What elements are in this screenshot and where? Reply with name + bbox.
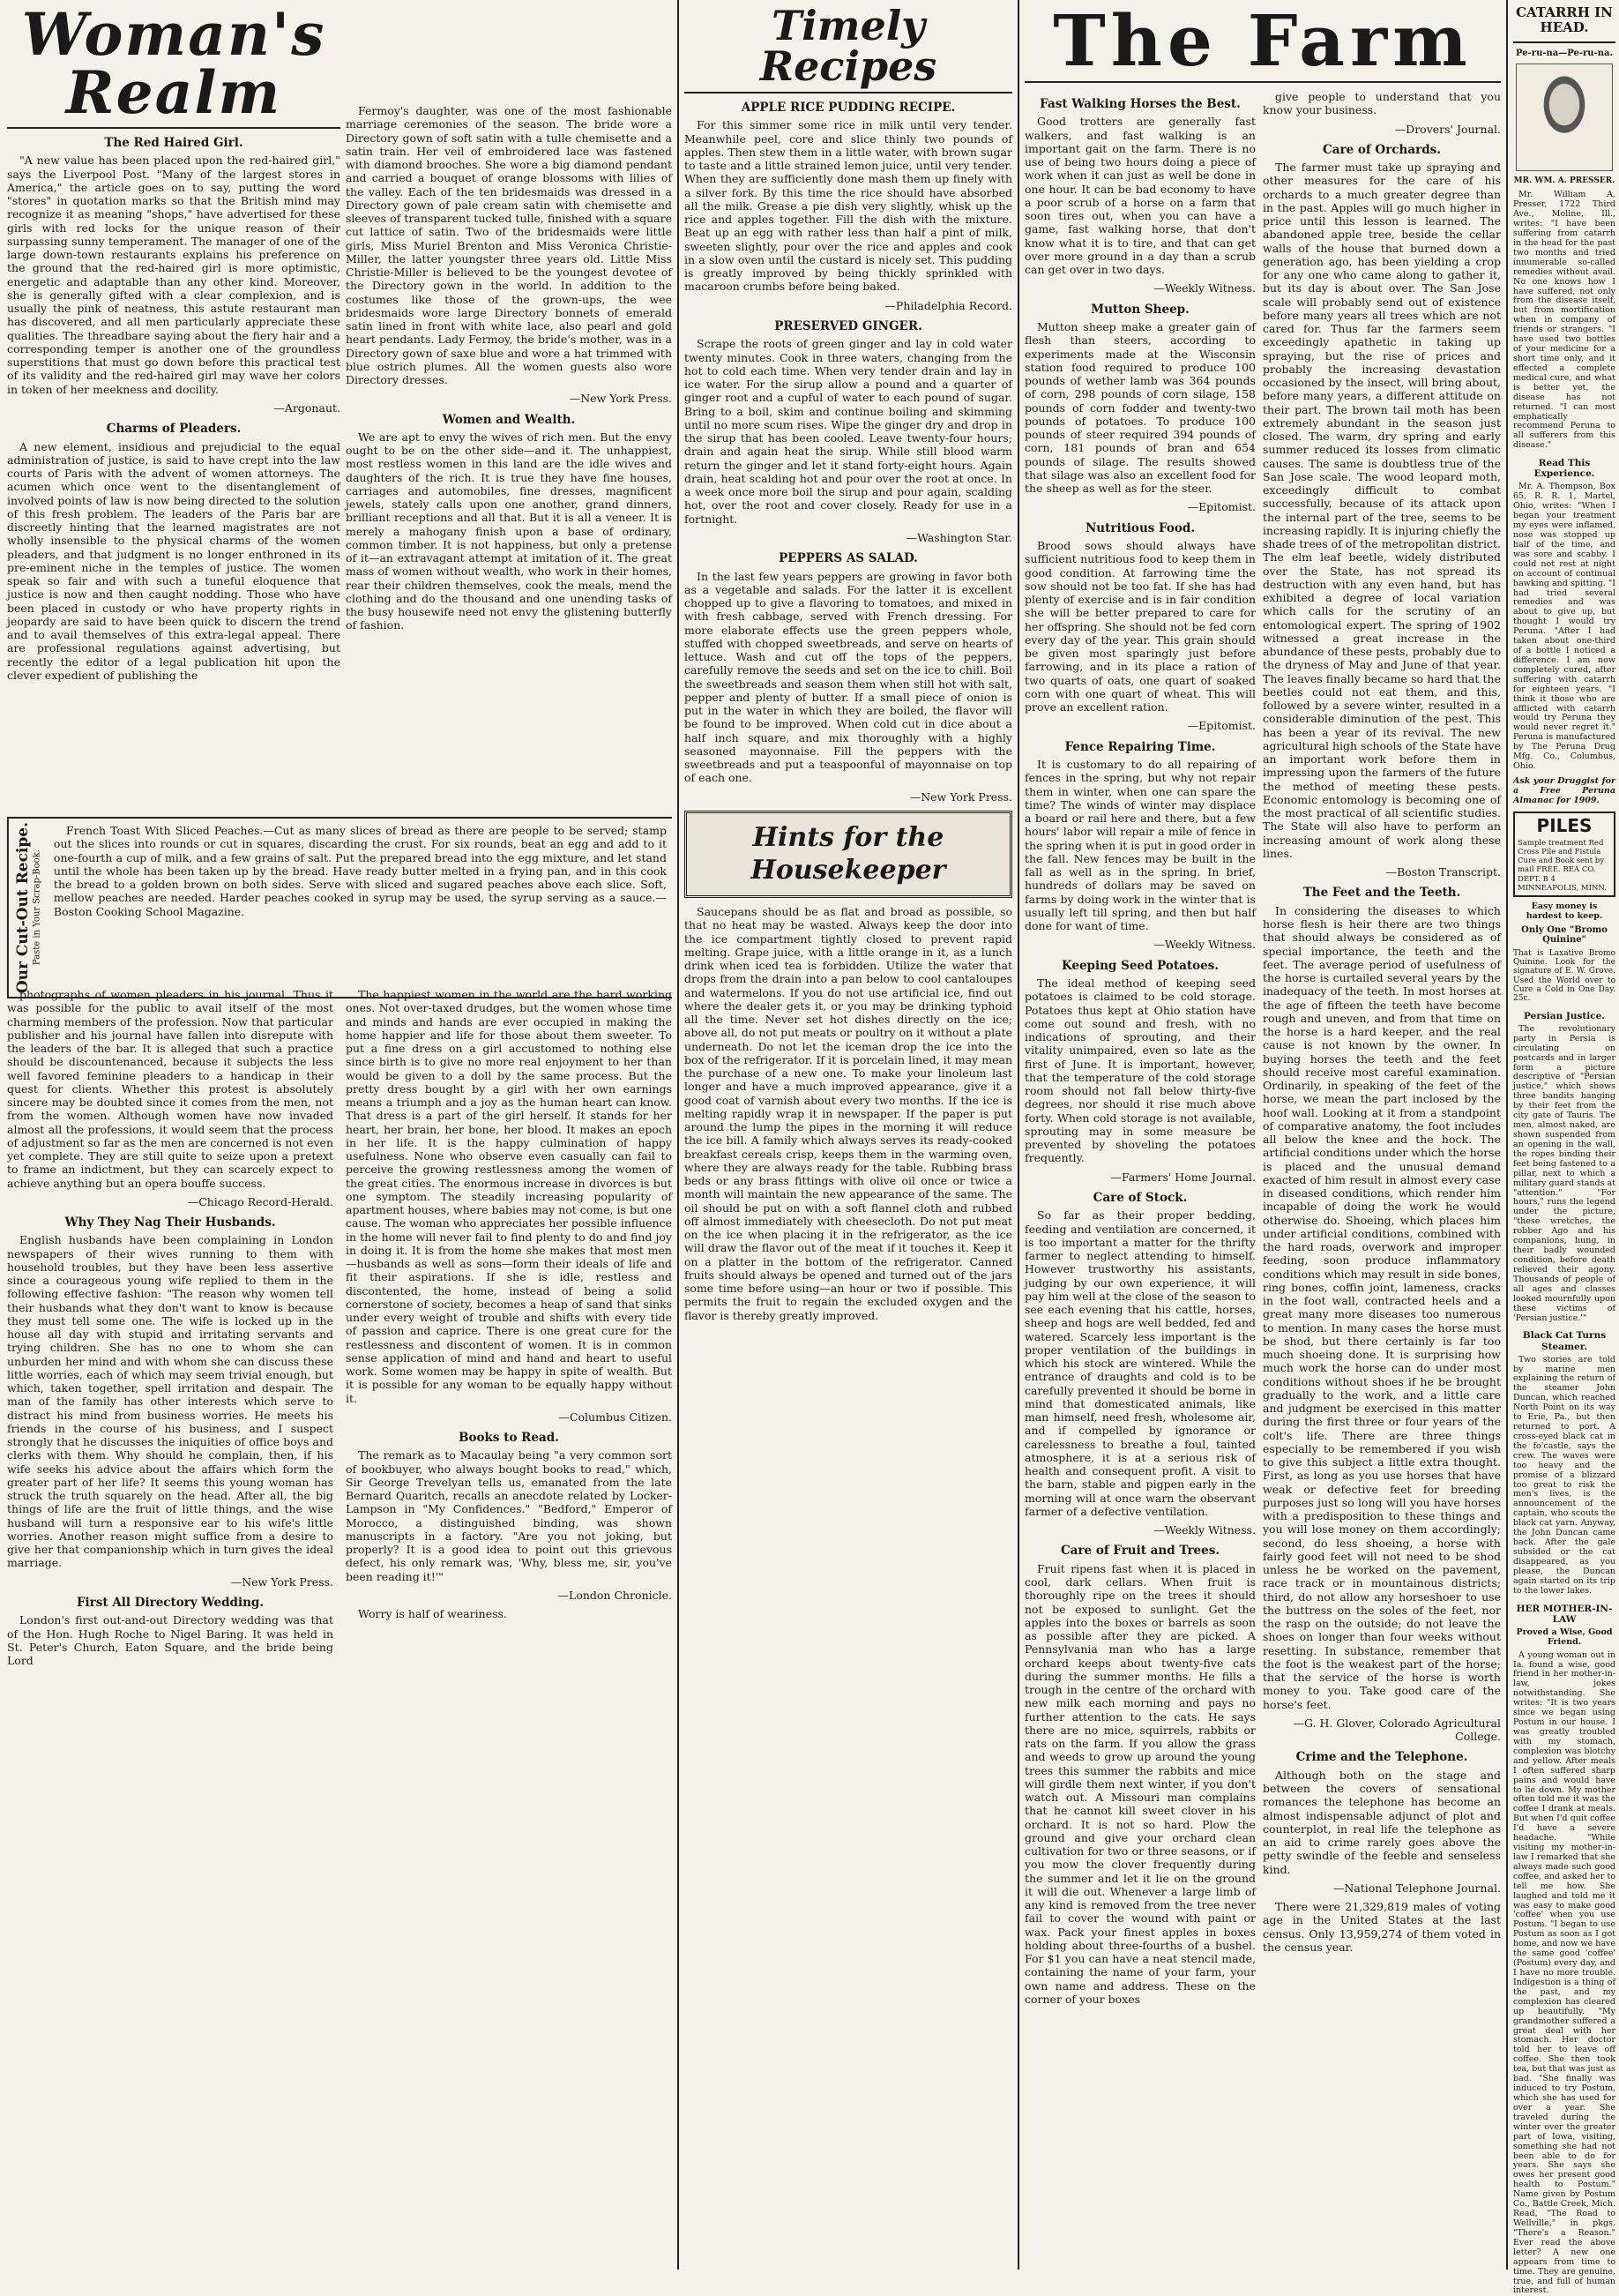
easy-money: Easy money is hardest to keep. — [1526, 901, 1603, 921]
books-text: The remark as to Macaulay being "a very common sort of bookbuyer, who always bought books to read," which, Sir George Trevelyan tells us, emanated from the late Bernard Quaritch, recalls an anecdote related by Locker-Lampson in "My Confidences." "Bedford," Emperor of Morocco, a distinguished binding, was shown manuscripts in a factory. "Are you not joking, but properly? It is a good idea to point out this grievous defect, his only remark was, 'Why, bless me, sir, you've been reading it!'" — [346, 1448, 672, 1583]
fermoy-text: Fermoy's daughter, was one of the most fashionable marriage ceremonies of the season. The bride wore a Directory gown of soft satin with a tulle chemisette and a satin train. Her veil of embroidered lace was fastened with diamond brooches. She wore a big diamond pendant and carried a bouquet of orange blossoms with lilies of the valley. Each of the ten bridesmaids was dressed in a Directory gown of pale cream satin with chemisette and sleeves of transparent tucked tulle, finished with a square cut lattice of satin. Two of the bridesmaids were little girls, Miss Muriel Brenton and Miss Veronica Christie-Miller, the latter youngster three years old. Little Miss Christie-Miller is believed to be the youngest devotee of the Directory gown in the world. In addition to the costumes like those of the grown-ups, the wee bridesmaids wore large Directory bonnets of emerald satin lined in front with white lace, also pearl and gold heart pendants. Lady Fermoy, the bride's mother, was in a Directory gown of saxe blue and wore a hat trimmed with blue ostrich plumes. All the women guests also wore Directory dresses. — [346, 104, 672, 386]
apple-text: For this simmer some rice in milk until very tender. Meanwhile peel, core and slice thinly two pounds of apples. Then stew them in a little water, with brown sugar to taste and a little strained lemon juice, until very tender. When they are sufficiently done mash them up finely with a silver fork. By this time the rice should have absorbed all the milk. Grease a pie dish very slightly, whisk up the rice and apples together. Fill the dish with the mixture. Beat up an egg with rather less than half a pint of milk, sweeten slightly, pour over the rice and apples and cook in a slow oven until the custard is nicely set. This pudding is greatly improved by being thickly sprinkled with macaroon crumbs before being baked. — [684, 118, 1012, 294]
cutout-text: French Toast With Sliced Peaches.—Cut as many slices of bread as there are people to be served; stamp out the slices into rounds or cut in squares, discarding the crust. For six rounds, beat an egg and add to it one-fourth a cup of milk, and a few grains of salt. Put the prepared bread into the egg mixture, and let stand until the whole has been taken up by the bread. Have ready butter melted in a frying pan, and in this cook the bread to a golden brown on both sides. Serve with sliced and sugared peaches above each slice. Soft, mellow peaches are needed. Harder peaches cooked in syrup may be used, the syrup serving as a sauce.—Boston Cooking School Magazine. — [53, 824, 667, 918]
crime-text: Although both on the stage and between the covers of sensational romances the telephone has become an almost indispensable adjunct of plot and counterplot, in real life the telephone as an aid to crime rarely goes above the petty swindle of the feeble and senseless kind. — [1263, 1768, 1501, 1876]
horses-sig: —Weekly Witness. — [1153, 281, 1256, 295]
motherinlaw-subtitle: Proved a Wise, Good Friend. — [1516, 1627, 1613, 1647]
voters-text: There were 21,329,819 males of voting age in the United States at the last census. Only 13,959,274 of them voted in the census year. — [1263, 1900, 1501, 1954]
persian-text: The revolutionary party in Persia is circulating on postcards and in larger form a picture descriptive of "Persian justice," which shows three bandits hanging by their feet from the city gate of Tauris. The men, almost naked, are shown suspended from an opening in the wall, the ropes binding their feet being fastened to a pillar, next to which a military guard stands at "attention." "For hours," runs the legend under the picture, "these wretches, the robber Ago and his companions, hung, in their badly wounded condition, before death relieved their agony. Thousands of people of all ages and classes looked mournfully upon these victims of 'Persian justice.'" — [1513, 1023, 1615, 1323]
quinine-title: Only One "Bromo Quinine" — [1521, 924, 1608, 946]
red-haired-title: The Red Haired Girl. — [104, 136, 243, 150]
photo-text: photographs of women pleaders in his journal. Thus it was possible for the public to avail itself of the most charming members of the profession. Now that particular publisher and his journal have fallen into disrepute with the leaders of the bar. It is alleged that such a practice should be discountenanced, because it subjects the less well favored feminine pleaders to a handicap in their quest for clients. Whether this protest is absolutely sincere may be doubted since it comes from the men, not from the women. Although women have now invaded almost all the professions, it would seem that the process of adjustment so far as the men are concerned is not even yet complete. They are still quite to seize upon a pretext to frame an indictment, but they can scarcely expect to achieve anything but an opera bouffe success. — [7, 988, 333, 1190]
cutout-label — [7, 819, 48, 997]
stock-sig: —Weekly Witness. — [1153, 1523, 1256, 1537]
happiest-sig: —Columbus Citizen. — [558, 1410, 672, 1424]
fence-sig: —Weekly Witness. — [1153, 938, 1256, 952]
cutout-frame — [7, 817, 672, 998]
timely-recipes-masthead: Timely Recipes — [684, 0, 1012, 93]
fruit-text: Fruit ripens fast when it is placed in cool, dark cellars. When fruit is thoroughly ripe on the trees it should not be exposed to sunlight. Get the apples into the boxes or barrels as soon as possible after they are picked. A Pennsylvania man who has a large orchard keeps about twenty-five cats during the summer months. He fills a trough in the centre of the orchard with new milk each morning and pays no further attention to the cats. He says there are no mice, squirrels, rabbits or rats on the farm. If you allow the grass and weeds to grow up around the young trees this summer the rabbits and mice will girdle them next winter, if you don't watch out. A Missouri man complains that he cannot kill sweet clover in his orchard. It is not so hard. Plow the ground and give your orchard clean cultivation for two or three seasons, or if you mow the clover frequently during the summer and let it lie on the ground it will die out. Whenever a large limb of any kind is removed from the tree never fail to cover the wound with paint or wax. Pack your finest apples in boxes holding about three-fourths of a bushel. For $1 you can have a neat stencil made, containing the name of your farm, your own name and address. These on the corner of your boxes — [1025, 1561, 1256, 2006]
mutton-text: Mutton sheep make a greater gain of flesh than steers, according to experiments made at the Wisconsin station food required to produce 100 pounds of wether lamb was 364 pounds of corn, 298 pounds of corn silage, 158 pounds of corn fodder and twenty-two pounds of potatoes. To produce 100 pounds of steer required 394 pounds of corn, 181 pounds of bran and 654 pounds of silage. The results showed that silage was also an excellent food for the sheep as well as for the steer. — [1025, 320, 1256, 496]
ginger-title: PRESERVED GINGER. — [774, 318, 922, 333]
hints-banner: Hints for the Housekeeper — [684, 811, 1012, 898]
persian-title: Persian Justice. — [1524, 1010, 1605, 1021]
wealth-title: Women and Wealth. — [442, 412, 576, 427]
motherinlaw-title: HER MOTHER-IN-LAW — [1516, 1603, 1613, 1625]
timely-recipes-section — [684, 0, 1012, 1327]
feet-text: In considering the diseases to which horse flesh is heir there are two things that should always be considered as of special importance, the teeth and the feet. The average period of usefulness of the horse is curtailed several years by the inadequacy of the teeth. In most horses at the age of fifteen the teeth have become rough and uneven, and from that time on the horse is a hard keeper, and the real cause is not known by the owner. In buying horses the teeth and the feet should receive most careful examination. Ordinarily, in speaking of the feet of the horse, we mean the part inclosed by the hoof wall. Looking at it from a standpoint of comparative anatomy, the foot includes all below the knee and the hock. The artificial conditions under which the horse is placed and the unusual demand exacted of him result in almost every case in diseased conditions, which render him incapable of doing the work he would otherwise do. Shoeing, which places him under artificial conditions, combined with the hard roads, overwork and improper feeding, soon produce inflammatory conditions which may result in side bones, ring bones, coffin joint, lameness, cracks in the foot wall, contracted heels and a great many more diseases too numerous to mention. In many cases the horse must be shod, but there certainly is far too much shoeing done. It is surprising how much work the horse can do under most conditions without shoes if he be brought gradually to the work, and a little care and judgment be exercised in this matter during the first three or four years of the colt's life. There are three things especially to be remembered if you wish to give this subject a little extra thought. First, as long as you use horses that have weak or defective feet for breeding purposes just so long will you have horses with a predisposition to these things and you will lose money on them accordingly; second, do less shoeing, a horse with fairly good feet will not need to be shod unless he be worked on the pavement, race track or in mountainous districts; third, do not allow any horseshoer to use the buttress on the soles of the feet, nor the rasp on the outside; do not leave the shoes on longer than four weeks without resetting. In substance, remember that the foot is the weakest part of the horse; that the service of the horse is worth money to you. Take good care of the horse's feet. — [1263, 903, 1501, 1711]
nutritious-sig: —Epitomist. — [1187, 719, 1256, 733]
happiest-text: The happiest women in the world are the hard working ones. Not over-taxed drudges, but the women whose time and minds and hands are ever occupied in making the home happier and life for those about them sweeter. To put a fine dress on a girl accustomed to nothing else since birth is to give no more real enjoyment to her than would be given to a doll by the same process. But the pretty dress bought by a girl with her own earnings means a triumph and a joy as the human heart can know. That dress is a part of the girl herself. It stands for her heart, her brain, her bone, her blood. It makes an epoch in her life. It is the happy culmination of happy usefulness. None who observe even casually can fail to perceive the growing restlessness among the women of the great cities. The enormous increase in divorces is but one symptom. The steadily increasing popularity of apartment houses, where babies may not come, is but one cause. The woman who appreciates her possible influence in the home will never fail to find plenty to do and find joy in doing it. It is from the home she makes that most men—husbands as well as sons—form their ideals of life and fit their aspirations. If she is idle, restless and discontented, the home, instead of being a solid cornerstone of society, becomes a heap of sand that sinks under every weight of trouble and shifts with every tide of passion and caprice. There is one great cure for the restlessness and discontent of women. It is in common sense application of mind and hand and heart to useful work. Some women may be happy in spite of wealth. But it is possible for any woman to be equally happy without it. — [346, 988, 672, 1405]
womans-realm-col2-lower — [346, 988, 672, 1626]
motherinlaw-text: A young woman out in Ia. found a wise, good friend in her mother-in-law, jokes notwithstanding. She writes: "It is two years since we began using Postum in our house. I was greatly troubled with my stomach, complexion was blotchy and yellow. After meals I often suffered sharp pains and would have to lie down. My mother often told me it was the coffee I drank at meals. But when I'd quit coffee I'd have a severe headache. "While visiting my mother-in-law I remarked that she always made such good coffee, and asked her to tell me how. She laughed and told me it was easy to make good 'coffee' when you use Postum. "I began to use Postum as soon as I got home, and now we have the same good 'coffee' (Postum) every day, and I have no more trouble. Indigestion is a thing of the past, and my complexion has cleared up beautifully. "My grandmother suffered a great deal with her stomach. Her doctor told her to leave off coffee. She then took tea, but that was just as bad. "She finally was induced to try Postum, which she has used for over a year. She traveled during the winter over the greater part of Iowa, visiting, something she had not been able to do for years. She says she owes her present good health to Postum." Name given by Postum Co., Battle Creek, Mich. Read, "The Road to Wellville," in pkgs. "There's a Reason." Ever read the above letter? A new one appears from time to time. They are genuine, true, and full of human interest. — [1513, 1649, 1615, 2296]
apple-sig: —Philadelphia Record. — [884, 298, 1012, 312]
wealth-text: We are apt to envy the wives of rich men. But the envy ought to be on the other side—and it. The unhappiest, most restless women in this land are the idle wives and daughters of the rich. It is true they have fine houses, carriages and automobiles, fine dresses, magnificent jewels, stately calls upon one another, grand dinners, brilliant receptions and all that. But it is all a veneer. It is merely a mahogany finish upon a base of ordinary, common timber. It is not happiness, but only a pretense of it—an extravagant attempt at imitation of it. The great mass of women without wealth, who work in their homes, rear their children themselves, cook the meals, mend the clothing and do the thousand and one unending tasks of the busy housewife need not envy the glistening butterfly of fashion. — [346, 430, 672, 632]
farm-col2 — [1263, 90, 1501, 1959]
mutton-sig: —Epitomist. — [1187, 500, 1256, 514]
feet-sig: —G. H. Glover, Colorado Agricultural College. — [1293, 1716, 1501, 1744]
piles-text: Sample treatment Red Cross Pile and Fistula Cure and Book sent by mail FREE. REA CO. DEPT. B 4 MINNEAPOLIS, MINN. — [1518, 838, 1607, 893]
directory-text: London's first out-and-out Directory wedding was that of the Hon. Hugh Roche to Nigel Baring. It was held in St. Peter's Church, Eaton Square, and the bride being Lord — [7, 1613, 333, 1668]
piles-word: PILES — [1536, 814, 1593, 836]
orchards-title: Care of Orchards. — [1323, 142, 1441, 157]
crime-sig: —National Telephone Journal. — [1332, 1881, 1501, 1895]
blackcat-title: Black Cat Turns Steamer. — [1522, 1330, 1607, 1352]
experience-title: Read This Experience. — [1533, 458, 1595, 480]
horses-text: Good trotters are generally fast walkers, and fast walking is an important gait on the farm. There is no use of being two hours doing a piece of work when it can just as well be done in one hour. It can be bad economy to have a poor scrub of a horse on a farm that soon tires out, when you can have a game, fast walking horse, that don't know what it is to tire, and that can get over more ground in a day than a scrub can get over in two days. — [1025, 115, 1256, 277]
portrait-caption: MR. WM. A. PRESSER. — [1513, 176, 1615, 185]
ginger-text: Scrape the roots of green ginger and lay in cold water twenty minutes. Cook in three waters, changing from the hot to cold each time. When very tender drain and lay in ice water. For the sirup allow a pound and a quarter of ginger root and a cupful of water to each pound of sugar. Bring to a boil, skim and continue boiling and skimming until no more scum rises. Wipe the ginger dry and drop in the sirup that has been cooled. Leave twenty-four hours; drain and again heat the sirup. While still blood warm return the ginger and let it stand forty-eight hours. Again drain, heat scalding hot and pour over the root at once. In a week once more boil the sirup and pour again, scalding hot, over the root and cover closely. Ready for use in a fortnight. — [684, 337, 1012, 526]
peppers-text: In the last few years peppers are growing in favor both as a vegetable and salads. For the latter it is excellent chopped up to give a flavoring to tomatoes, and mixed in with fresh cabbage, served with French dressing. For more elaborate effects use the green peppers whole, stuffed with chopped sweetbreads, and serve on hearts of lettuce. Wash and cut off the tops of the peppers, carefully remove the seeds and set on the ice to chill. Boil the sweetbreads and season them when still hot with salt, pepper and plenty of butter. If a small piece of onion is put in the water in which they are boiled, the flavor will be found to be improved. When cold cut in dice about a half inch square, and mix thoroughly with a highly seasoned mayonnaise. Fill the peppers with the sweetbreads and put a teaspoonful of mayonnaise on top of each one. — [684, 569, 1012, 785]
charms-title: Charms of Pleaders. — [106, 422, 242, 437]
peppers-title: PEPPERS AS SALAD. — [779, 551, 918, 566]
catarrh-title: CATARRH IN HEAD. — [1513, 0, 1615, 43]
quinine-text: That is Laxative Bromo Quinine. Look for the signature of E. W. Grove. Used the World over to Cure a Cold in One Day. 25c. — [1513, 948, 1615, 1004]
womans-realm-col1-lower — [7, 988, 333, 1672]
catarrh-subtitle: Pe-ru-na—Pe-ru-na. — [1516, 48, 1613, 58]
column-rule — [677, 0, 679, 2270]
red-haired-sig: —Argonaut. — [273, 400, 340, 415]
womans-realm-masthead: Woman's Realm — [7, 0, 340, 129]
piles-ad — [1513, 811, 1615, 897]
horses-title: Fast Walking Horses the Best. — [1040, 97, 1241, 111]
apple-title: APPLE RICE PUDDING RECIPE. — [741, 101, 956, 115]
fermoy-sig: —New York Press. — [569, 392, 672, 406]
farm-masthead-area — [1025, 0, 1501, 88]
farm-col1 — [1025, 90, 1256, 2011]
ginger-sig: —Washington Star. — [906, 530, 1012, 544]
column-rule-ads — [1506, 0, 1508, 2270]
hints-text: Saucepans should be as flat and broad as possible, so that no heat may be wasted. Always keep the door into the ice compartment tightly closed to prevent rapid melting. Grape juice, with a little orange in it, as a lunch drink when iced tea is forbidden. Utilize the water that drops from the drain into a pan below to cool cantaloupes and watermelons. If you do not use artificial ice, find out where the dealer gets it, or you may be drinking typhoid all the time. Never set hot dishes directly on the ice; above all, do not put meats or poultry on it without a plate underneath. Do not let the iceman drop the ice into the box of the refrigerator. If it is porcelain lined, it may mean the purchase of a new one. To make your linoleum last longer and have a much improved appearance, give it a good coat of varnish about every two months. If the ice is melting rapidly wrap it in newspaper. If the paper is put around the lump the pipes in the morning it will reduce the ice bill. A family which always serves its ready-cooked breakfast cereals crisp, keeps them in the warming oven, where they are always ready for the table. Rubbing brass beds or any brass fittings with olive oil once or twice a month will maintain the new appearance of the same. The oil should be put on with a soft flannel cloth and rubbed off almost immediately with cheesecloth. Do not put meat on the ice when placing it in the refrigerator, as the ice will draw the flavor out of the meat if it touches it. Keep it on a platter in the bottom of the refrigerator. Canned fruits should always be opened and turned out of the jars some time before using—an hour or two if possible. This permits the fruit to regain the excluded oxygen and the flavor is thereby greatly improved. — [684, 905, 1012, 1322]
nutritious-text: Brood sows should always have sufficient nutritious food to keep them in good condition. At farrowing time the sow should not be too fat. If she has had plenty of exercise and is in fair condition she will be better prepared to care for her offspring. She should not be fed corn every day of the year. This grain should be given most sparingly just before farrowing, and in its place a ration of two quarts of oats, one quart of soaked corn with one quart of wheat. This will prove an excellent ration. — [1025, 539, 1256, 714]
nutritious-title: Nutritious Food. — [1085, 520, 1196, 535]
advertising-column — [1513, 0, 1615, 2296]
nag-text: English husbands have been complaining in London newspapers of their wives running to them with household troubles, but they have been less assertive since a courageous young wife replied to them in the following effective fashion: "The reason why women tell their husbands what they don't want to know is because they must tell some one. The wife is locked up in the house all day with stupid and irritating servants and trying children. She has no one to whom she can unburden her mind and with whom she can discuss these little worries, each of which may seem trivial enough, but which, taken together, spell irritation and despair. The man of the family has other interests which serve to distract his mind from business worries. He meets his friends in the course of his business, and I suspect strongly that he discusses the iniquities of office boys and clerks with them. Why should he complain, then, if his wife seeks his advice about the affairs which form the greater part of her life? It seems this young woman has struck the truth squarely on the head. After all, the big things of life are the fruit of little things, and the wise husband will turn a responsive ear to his wife's little worries. Another reason might suffice from a desire to give her that companionship which in turn gives the ideal marriage. — [7, 1233, 333, 1570]
fence-text: It is customary to do all repairing of fences in the spring, but why not repair them in winter, when one can spare the time? The winds of winter may displace a board or rail here and there, but a few hours' labor will repair a mile of fence in the spring when it is put in good order in the fall. New fences may be built in the fall as well as in the spring. In brief, hundreds of dollars may be saved on farms by doing work in the winter that is usually left till spring, and then but half done for want of time. — [1025, 758, 1256, 933]
fruit-title: Care of Fruit and Trees. — [1060, 1544, 1220, 1559]
stock-title: Care of Stock. — [1093, 1190, 1188, 1205]
potatoes-title: Keeping Seed Potatoes. — [1061, 958, 1220, 973]
presser-portrait — [1516, 64, 1613, 171]
nag-title: Why They Nag Their Husbands. — [64, 1215, 276, 1230]
orchards-sig: —Boston Transcript. — [1385, 865, 1501, 879]
crime-title: Crime and the Telephone. — [1295, 1750, 1468, 1765]
feet-title: The Feet and the Teeth. — [1302, 886, 1461, 901]
orchards-text: The farmer must take up spraying and other measures for the care of his orchards to a much greater degree than in the past. Apples will go much higher in price until this lesson is learned. The abandoned apple tree, beside the cellar walls of the house that burned down a generation ago, has been yielding a crop for any one who came along to gather it, but its day is about over. The San Jose scale will probably send out of existence before many years all trees which are not cared for. Thus far the farmers seem exceedingly apathetic in taking up spraying, but the rise of prices and probably the increasing devastation occasioned by the insect, will bring about, before many years, a different attitude on their part. The brown tail moth has been extremely abundant in the season just closed. The warm, dry spring and early summer reduced its losses from climatic causes. The same is doubtless true of the San Jose scale. The wood leopard moth, exceedingly difficult to combat successfully, because of its attack upon the internal part of the tree, seems to be increasing rapidly. It is injuring chiefly the shade trees of of the metropolitan district. The elm leaf beetle, widely distributed over the State, has not spread its destruction with any even hand, but has exhibited a degree of local variation which calls for the scrutiny of an entomological expert. The spring of 1902 witnessed a great increase in the abundance of these pests, probably due to the dryness of May and June of that year. The leaves finally became so hard that the beetles could not eat them, and this, followed by a severe winter, resulted in a considerable diminution of the pest. This has been a year of its revival. The new agricultural high schools of the State have an important work before them in impressing upon the farmers of the future the method of meeting these pests. Economic entomology is becoming one of the most practical of all scientific studies. The State will also have to perform an increasing amount of work along these lines. — [1263, 161, 1501, 860]
blackcat-text: Two stories are told by marine men explaining the return of the steamer John Duncan, which reached North Point on its way to Erie, Pa., but then returned to port. A cross-eyed black cat in the fo'castle, says the crew. The waves were too heavy and the promise of a blizzard too great to risk the men's lives, is the announcement of the captain, who scouts the black cat yarn. Anyway, the John Duncan came back. After the gale subsided or the cat disappeared, as you please, the Duncan again started on its trip to the lower lakes. — [1513, 1354, 1615, 1596]
farm-masthead: The Farm — [1025, 0, 1501, 83]
peppers-sig: —New York Press. — [909, 789, 1012, 804]
presser-text: Mr. William A. Presser, 1722 Third Ave., Moline, Ill., writes: "I have been suffering from catarrh in the head for the past two months and tried innumerable so-called remedies without avail. No one knows how I have suffered, not only from the disease itself, but from mortification when in company of friends or strangers. "I have used two bottles of your medicine for a short time only, and it effected a complete medical cure, and what is better yet, the disease has not returned. "I can most emphatically recommend Peruna to all sufferers from this disease." — [1513, 190, 1615, 451]
stock-text: So far as their proper bedding, feeding and ventilation are concerned, it is too important a matter for the thrifty farmer to neglect attending to himself. However trustworthy his assistants, judging by our own experience, it will pay him well at the close of the season to see each evening that his cattle, horses, sheep and hogs are well bedded, fed and watered. Scarcely less important is the proper ventilation of the buildings in which his stock are wintered. While the entrance of draughts and cold is to be carefully prevented it should be borne in mind that domesticated animals, like man himself, need fresh, wholesome air, and if compelled by ignorance or carelessness to breathe a foul, tainted atmosphere, it is at a serious risk of health and consequent profit. A visit to the barn, stable and pigpen early in the morning will at once warn the observant farmer of a defective ventilation. — [1025, 1208, 1256, 1518]
potatoes-text: The ideal method of keeping seed potatoes is claimed to be cold storage. Potatoes thus kept at Ohio station have come out sound and fresh, with no indications of sprouting, and their vitality unimpaired, even so late as the first of June. It is important, however, that the temperature of the cold storage room should not fall below thirty-five degrees, nor should it rise much above forty. When cold storage is not available, sprouting may in some measure be prevented by shoveling the potatoes frequently. — [1025, 976, 1256, 1165]
worry-text: Worry is half of weariness. — [358, 1607, 507, 1621]
nag-sig: —New York Press. — [230, 1574, 333, 1589]
womans-realm-col2 — [346, 104, 672, 638]
experience-text: Mr. A. Thompson, Box 65, R. R. 1, Martel, Ohio, writes: "When I began your treatment my eyes were inflamed, nose was stopped up half of the time, and was sore and scabby. I could not rest at night on account of continual hawking and spitting. "I had tried several remedies and was about to give up, but thought I would try Peruna. "After I had taken about one-third of a bottle I noticed a difference. I am now completely cured, after suffering with catarrh for eighteen years. "I think it those who are afflicted with catarrh would try Peruna they would never regret it." Peruna is manufactured by The Peruna Drug Mfg. Co., Columbus, Ohio. — [1513, 482, 1615, 772]
charms-text: A new element, insidious and prejudicial to the equal administration of justice, is said to have crept into the law courts of Paris with the advent of women attorneys. The acumen which once went to the disentanglement of involved points of law is now being directed to the solution of this fresh problem. The leaders of the Paris bar are discreetly hinting that the learned magistrates are not wholly insensible to the physical charms of the women pleaders, and that judgment is no longer enthroned in its pre-eminent niche in the temples of justice. The women speak so fair and with such a tuneful eloquence that justice is now and then caught nodding. Those who have been placed in custody or who have property rights in jeopardy are said to have been quick to discern the trend and to avail themselves of this extra-legal appeal. There are professional regulations against advertising, but recently the editor of a legal publication hit upon the clever expedient of publishing the — [7, 439, 340, 682]
cutout-label-text: Our Cut-Out Recipe. — [14, 822, 32, 994]
mutton-title: Mutton Sheep. — [1091, 302, 1190, 317]
drovers-text: give people to understand that you know your business. — [1263, 90, 1501, 117]
cutout-recipe-box — [7, 811, 672, 1004]
books-sig: —London Chronicle. — [557, 1588, 672, 1602]
fence-title: Fence Repairing Time. — [1064, 739, 1216, 754]
photo-sig: —Chicago Record-Herald. — [187, 1194, 333, 1208]
cutout-sublabel: Paste in Your Scrap-Book. — [32, 849, 42, 966]
column-rule — [1018, 0, 1019, 2270]
directory-title: First All Directory Wedding. — [76, 1595, 265, 1610]
womans-realm-section — [7, 0, 340, 687]
drovers-sig: —Drovers' Journal. — [1394, 122, 1501, 136]
books-title: Books to Read. — [459, 1431, 559, 1445]
potatoes-sig: —Farmers' Home Journal. — [1110, 1170, 1256, 1184]
almanac-text: Ask your Druggist for a Free Peruna Almanac for 1909. — [1513, 776, 1615, 805]
red-haired-text: "A new value has been placed upon the red-haired girl," says the Liverpool Post. "Many of the largest stores in America," the article goes on to say, putting the word "stores" in quotation marks so that the British mind may recognize it as meaning "shops," have advertised for these girls with red locks for the unique reason of their surpassing sunny temperament. The manager of one of the large down-town restaurants explains his preference on the ground that the red-haired girl is more optimistic, energetic and adaptable than any other kind. Moreover, she is generally gifted with a clear complexion, and is usually the pink of neatness, this astute restaurant man has discovered, and all men particularly appreciate these qualities. The threadbare saying about the fiery hair and a corresponding temper is another one of the groundless superstitions that must go down before this practical test of its validity and the red-haired girl may wave her colors in token of her meekness and docility. — [7, 153, 340, 396]
